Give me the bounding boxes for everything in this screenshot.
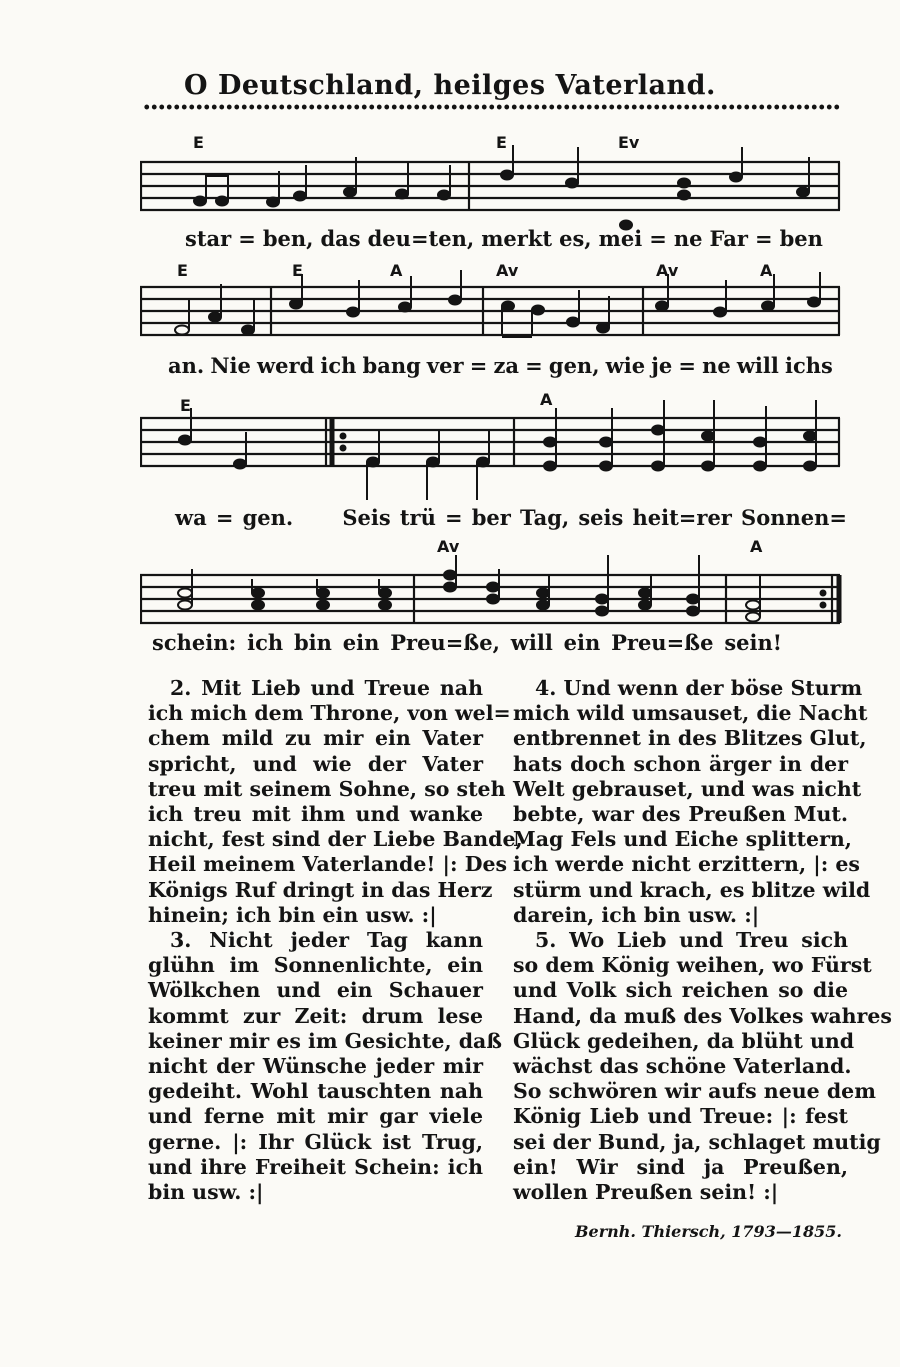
verses-right-column xyxy=(513,676,892,1205)
verse-line: ich werde nicht erzittern, |: es xyxy=(513,852,860,877)
lyric-syllable: wie xyxy=(605,353,646,378)
chord-symbol: Ev xyxy=(618,133,640,152)
lyric-syllable: = xyxy=(238,226,256,251)
verse-line: entbrennet in des Blitzes Glut, xyxy=(513,726,867,751)
verse-line: ein! Wir sind ja Preußen, xyxy=(513,1154,848,1179)
verse-line: mich wild umsauset, die Nacht xyxy=(513,701,868,726)
chord-symbol: E xyxy=(193,133,204,152)
verse-line: Hand, da muß des Volkes wahres xyxy=(513,1003,892,1028)
verse-line: so dem König weihen, wo Fürst xyxy=(513,953,872,978)
lyric-line-1 xyxy=(185,226,823,256)
verse-line: chem mild zu mir ein Vater xyxy=(148,726,483,751)
lyric-syllable: = xyxy=(445,505,463,530)
lyric-line-3 xyxy=(175,505,847,535)
lyric-syllable: heit=rer xyxy=(632,505,732,530)
lyric-syllable: Tag, xyxy=(520,505,570,530)
lyric-syllable: ben xyxy=(779,226,823,251)
verse-line: Mag Fels und Eiche splittern, xyxy=(513,827,852,852)
lyric-syllable: star xyxy=(185,226,232,251)
lyric-syllable: ver xyxy=(426,353,464,378)
lyric-syllable: es, xyxy=(559,226,592,251)
verse-line: Heil meinem Vaterlande! |: Des xyxy=(148,852,508,877)
chord-symbol: E xyxy=(496,133,507,152)
lyric-syllable: trü xyxy=(399,505,436,530)
lyric-syllable: = xyxy=(678,353,696,378)
verse-line: und ihre Freiheit Schein: ich xyxy=(148,1154,483,1179)
lyric-syllable: gen, xyxy=(548,353,600,378)
lyric-syllable: das xyxy=(320,226,361,251)
music-staff xyxy=(140,145,845,235)
lyric-syllable: ne xyxy=(702,353,731,378)
verse-line: 3. Nicht jeder Tag kann xyxy=(170,928,483,953)
chord-symbol: Av xyxy=(656,261,679,280)
music-staff xyxy=(140,270,845,350)
lyric-syllable: Far xyxy=(709,226,748,251)
lyric-syllable: will xyxy=(510,630,553,655)
lyric-syllable: je xyxy=(651,353,673,378)
verse-line: nicht der Wünsche jeder mir xyxy=(148,1054,483,1079)
lyric-syllable: ein xyxy=(563,630,601,655)
verse-line: und Volk sich reichen so die xyxy=(513,978,848,1003)
verse-line: treu mit seinem Sohne, so steh xyxy=(148,776,506,801)
verse-line: wollen Preußen sein! :| xyxy=(513,1180,779,1205)
lyric-syllable: mei xyxy=(598,226,643,251)
verse-line: glühn im Sonnenlichte, ein xyxy=(148,953,483,978)
lyric-syllable: Preu=ße, xyxy=(390,630,500,655)
lyric-syllable: wa xyxy=(175,505,207,530)
lyric-syllable: = xyxy=(525,353,543,378)
lyric-syllable: will xyxy=(736,353,779,378)
chord-symbol: Av xyxy=(437,537,460,556)
lyric-syllable: ber xyxy=(471,505,511,530)
verse-line: bebte, war des Preußen Mut. xyxy=(513,802,848,827)
dotted-rule xyxy=(143,102,841,112)
chord-symbol: A xyxy=(390,261,403,280)
lyric-syllable: za xyxy=(493,353,519,378)
verse-line: darein, ich bin usw. :| xyxy=(513,902,760,927)
verses-left-column xyxy=(148,676,523,1205)
verse-line: wächst das schöne Vaterland. xyxy=(513,1054,852,1079)
verse-line: Welt gebrauset, und was nicht xyxy=(513,776,862,801)
verse-line: So schwören wir aufs neue dem xyxy=(513,1079,876,1104)
lyric-syllable: schein: xyxy=(152,630,237,655)
verse-line: 2. Mit Lieb und Treue nah xyxy=(170,676,483,700)
verse-line: keiner mir es im Gesichte, daß xyxy=(148,1028,502,1053)
verse-line: Königs Ruf dringt in das Herz xyxy=(148,877,493,902)
song-title: O Deutschland, heilges Vaterland. xyxy=(184,70,716,101)
verse-line: hats doch schon ärger in der xyxy=(513,751,848,776)
lyric-syllable: werd xyxy=(257,353,315,378)
lyric-syllable: bin xyxy=(293,630,332,655)
verse-line: und ferne mit mir gar viele xyxy=(148,1104,483,1129)
verse-line: König Lieb und Treue: |: fest xyxy=(513,1104,848,1129)
lyric-syllable: ne xyxy=(673,226,703,251)
verse-line: kommt zur Zeit: drum lese xyxy=(148,1003,483,1028)
chord-symbol: A xyxy=(750,537,763,556)
lyric-syllable: ich xyxy=(247,630,284,655)
lyric-syllable: merkt xyxy=(481,226,553,251)
music-staff xyxy=(140,400,845,505)
chord-symbol: E xyxy=(177,261,188,280)
verse-line: stürm und krach, es blitze wild xyxy=(513,877,871,902)
verse-line: gedeiht. Wohl tauschten nah xyxy=(148,1079,483,1104)
lyric-syllable: ich xyxy=(320,353,357,378)
verse-line: bin usw. :| xyxy=(148,1180,264,1205)
verse-line: ich mich dem Throne, von wel= xyxy=(148,701,511,726)
lyric-syllable: = xyxy=(754,226,773,251)
lyric-syllable: Sonnen= xyxy=(741,505,847,530)
verse-line: Wölkchen und ein Schauer xyxy=(148,978,483,1003)
verse-line: 5. Wo Lieb und Treu sich xyxy=(535,928,848,953)
lyric-syllable: Nie xyxy=(210,353,251,378)
lyric-syllable: seis xyxy=(578,505,624,530)
verse-line: hinein; ich bin ein usw. :| xyxy=(148,902,437,927)
lyric-syllable: Preu=ße xyxy=(611,630,714,655)
verse-line: sei der Bund, ja, schlaget mutig xyxy=(513,1129,881,1154)
lyric-syllable: ein xyxy=(342,630,380,655)
lyric-syllable: gen. xyxy=(242,505,294,530)
lyric-syllable: sein! xyxy=(724,630,782,655)
verse-line: 4. Und wenn der böse Sturm xyxy=(535,676,863,700)
lyric-syllable: an. xyxy=(168,353,205,378)
verse-line: gerne. |: Ihr Glück ist Trug, xyxy=(148,1129,483,1154)
chord-symbol: Av xyxy=(496,261,519,280)
chord-symbol: A xyxy=(760,261,773,280)
chord-symbol: E xyxy=(180,396,191,415)
lyric-syllable: bang xyxy=(362,353,421,378)
chord-symbol: A xyxy=(540,390,553,409)
lyric-syllable: = xyxy=(215,505,234,530)
lyric-syllable: Seis xyxy=(342,505,391,530)
lyric-line-4 xyxy=(152,630,782,660)
lyric-line-2 xyxy=(168,353,833,383)
lyric-syllable: = xyxy=(469,353,488,378)
verse-line: Glück gedeihen, da blüht und xyxy=(513,1028,855,1053)
chord-symbol: E xyxy=(292,261,303,280)
verse-line: nicht, fest sind der Liebe Bande, xyxy=(148,827,523,852)
lyric-syllable: ben, xyxy=(262,226,314,251)
author-credit: Bernh. Thiersch, 1793—1855. xyxy=(575,1222,842,1241)
lyric-syllable: ichs xyxy=(785,353,833,378)
lyric-syllable: deu=ten, xyxy=(367,226,475,251)
verse-line: ich treu mit ihm und wanke xyxy=(148,802,483,827)
lyric-syllable: = xyxy=(649,226,667,251)
verse-line: spricht, und wie der Vater xyxy=(148,751,483,776)
